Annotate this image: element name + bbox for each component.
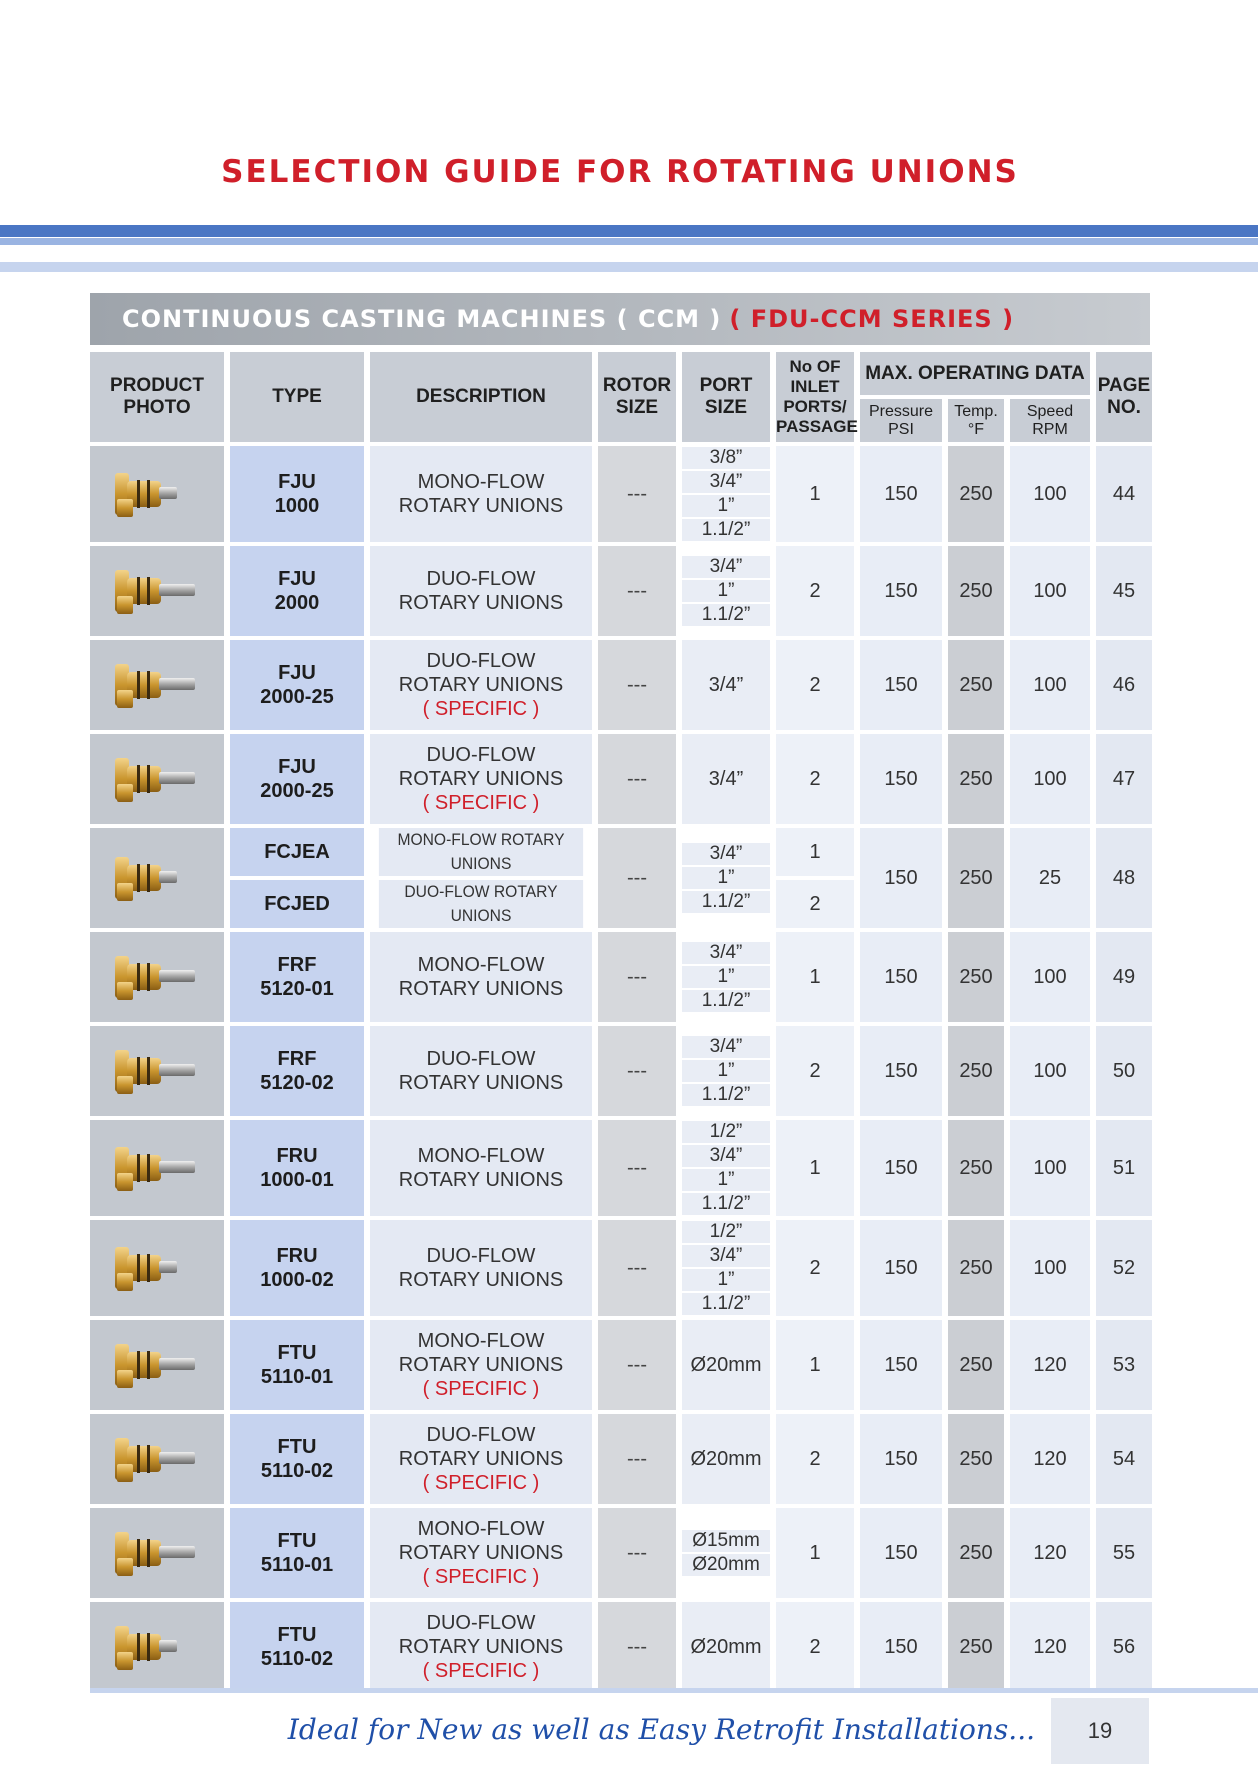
speed-cell: 100 <box>1010 1026 1090 1116</box>
header-text: PHOTO <box>123 397 191 418</box>
page-number-cell: 44 <box>1096 446 1152 542</box>
port-size-cell: Ø20mm <box>682 1414 770 1504</box>
specific-label: ( SPECIFIC ) <box>422 1660 540 1682</box>
header-text: PASSAGE <box>776 417 858 436</box>
port-size-value: 3/4” <box>682 1145 770 1167</box>
header-band-mid <box>0 238 1258 245</box>
page-number-cell: 56 <box>1096 1602 1152 1692</box>
port-size-list <box>682 1220 770 1316</box>
port-size-value: 1” <box>682 1060 770 1082</box>
description-kind: ROTARY UNIONS <box>398 1448 564 1470</box>
type-model: 5120-02 <box>260 1072 334 1094</box>
product-photo <box>90 1414 224 1504</box>
description-flow: DUO-FLOW <box>426 1245 536 1267</box>
product-photo <box>90 1120 224 1216</box>
type-model: 5110-02 <box>260 1460 334 1482</box>
temp-cell: 250 <box>948 546 1004 636</box>
rotor-size-cell: --- <box>598 446 676 542</box>
product-photo <box>90 1026 224 1116</box>
pressure-cell: 150 <box>860 1026 942 1116</box>
table-row <box>90 1414 1152 1504</box>
pressure-cell: 150 <box>860 932 942 1022</box>
inlet-ports-cell: 1 <box>776 828 854 876</box>
header-text: °F <box>967 420 985 438</box>
port-size-value: 1/2” <box>682 1121 770 1143</box>
description-cell <box>370 734 592 824</box>
type-cell <box>230 446 364 542</box>
description-cell <box>379 880 583 928</box>
inlet-ports-cell: 1 <box>776 446 854 542</box>
header-text: PORTS/ <box>783 397 847 416</box>
type-cell <box>230 546 364 636</box>
port-size-value: 3/4” <box>682 556 770 578</box>
port-size-list <box>682 1529 770 1577</box>
type-model: 5120-01 <box>260 978 334 1000</box>
port-size-value: 3/4” <box>682 1036 770 1058</box>
rotor-size-cell: --- <box>598 1414 676 1504</box>
header-speed <box>1010 399 1090 442</box>
header-text: Temp. <box>954 402 998 420</box>
rotor-size-cell: --- <box>598 932 676 1022</box>
type-cell <box>230 828 364 876</box>
description-text: DUO-FLOW ROTARY UNIONS <box>404 882 558 925</box>
table-row <box>90 1120 1152 1216</box>
port-size-value: 1” <box>682 966 770 988</box>
rotary-union-photo-icon <box>103 556 211 626</box>
specific-label: ( SPECIFIC ) <box>422 1566 540 1588</box>
type-series: FRU <box>276 1145 318 1167</box>
rotary-union-photo-icon <box>103 1133 211 1203</box>
description-kind: ROTARY UNIONS <box>398 1169 564 1191</box>
header-band-light <box>0 262 1258 272</box>
product-photo <box>90 828 224 928</box>
port-size-value: 1.1/2” <box>682 990 770 1012</box>
header-temp <box>948 399 1004 442</box>
table-row <box>90 1508 1152 1598</box>
pressure-cell: 150 <box>860 640 942 730</box>
header-pressure <box>860 399 942 442</box>
pressure-cell: 150 <box>860 734 942 824</box>
type-series: FRF <box>277 1048 317 1070</box>
type-cell <box>230 880 364 928</box>
description-flow: MONO-FLOW <box>417 1330 545 1352</box>
rotor-size-cell: --- <box>598 1602 676 1692</box>
port-size-value: 1” <box>682 1269 770 1291</box>
header-type: TYPE <box>230 352 364 442</box>
rotor-size-cell: --- <box>598 1120 676 1216</box>
rotary-union-photo-icon <box>103 650 211 720</box>
rotary-union-photo-icon <box>103 942 211 1012</box>
description-flow: MONO-FLOW <box>417 954 545 976</box>
header-text: SIZE <box>615 397 659 418</box>
port-size-value: 3/4” <box>682 942 770 964</box>
inlet-ports-cell: 2 <box>776 1220 854 1316</box>
temp-cell: 250 <box>948 932 1004 1022</box>
rotor-size-cell: --- <box>598 546 676 636</box>
product-photo <box>90 734 224 824</box>
table-row <box>90 546 1152 636</box>
speed-cell: 120 <box>1010 1414 1090 1504</box>
description-cell <box>370 640 592 730</box>
type-model: 1000-01 <box>260 1169 334 1191</box>
rotor-size-cell: --- <box>598 1320 676 1410</box>
temp-cell: 250 <box>948 1120 1004 1216</box>
inlet-ports-cell: 2 <box>776 1602 854 1692</box>
type-series: FRF <box>277 954 317 976</box>
port-size-cell <box>682 1120 770 1216</box>
header-max-operating-data: MAX. OPERATING DATA <box>860 352 1090 395</box>
page-number-cell: 49 <box>1096 932 1152 1022</box>
type-model: 2000-25 <box>260 686 334 708</box>
inlet-ports-cell: 1 <box>776 932 854 1022</box>
port-size-list <box>682 842 770 914</box>
port-size-value: 3/8” <box>682 447 770 469</box>
header-inlet-ports <box>776 352 858 442</box>
description-cell <box>370 1120 592 1216</box>
header-port-size <box>682 352 770 442</box>
port-size-value: 1” <box>682 867 770 889</box>
header-text: PAGE <box>1097 375 1151 396</box>
port-size-value: Ø20mm <box>682 1554 770 1576</box>
type-series: FJU <box>278 662 316 684</box>
description-kind: ROTARY UNIONS <box>398 768 564 790</box>
pressure-cell: 150 <box>860 1414 942 1504</box>
page-number-cell: 51 <box>1096 1120 1152 1216</box>
port-size-value: 1.1/2” <box>682 1293 770 1315</box>
description-flow: DUO-FLOW <box>426 568 536 590</box>
product-photo <box>90 1508 224 1598</box>
inlet-ports-cell: 2 <box>776 546 854 636</box>
type-model: 1000-02 <box>260 1269 334 1291</box>
type-model: 2000 <box>274 592 320 614</box>
header-text: RPM <box>1032 420 1068 438</box>
type-cell <box>230 1120 364 1216</box>
description-cell <box>370 1508 592 1598</box>
port-size-cell <box>682 1508 770 1598</box>
page-number-cell: 45 <box>1096 546 1152 636</box>
pressure-cell: 150 <box>860 1508 942 1598</box>
speed-cell: 120 <box>1010 1320 1090 1410</box>
temp-cell: 250 <box>948 640 1004 730</box>
page-number-cell: 52 <box>1096 1220 1152 1316</box>
temp-cell: 250 <box>948 734 1004 824</box>
rotary-union-photo-icon <box>103 1518 211 1588</box>
port-size-value: 1.1/2” <box>682 519 770 541</box>
rotary-union-photo-icon <box>103 1233 211 1303</box>
port-size-cell <box>682 1026 770 1116</box>
port-size-value: 1.1/2” <box>682 891 770 913</box>
speed-cell: 120 <box>1010 1602 1090 1692</box>
description-kind: ROTARY UNIONS <box>398 1542 564 1564</box>
port-size-cell <box>682 828 770 928</box>
type-series: FTU <box>277 1342 317 1364</box>
table-row <box>90 828 1152 876</box>
header-band-dark <box>0 225 1258 237</box>
pressure-cell: 150 <box>860 1120 942 1216</box>
description-flow: MONO-FLOW <box>417 1518 545 1540</box>
port-size-value: 1/2” <box>682 1221 770 1243</box>
page-number-cell: 48 <box>1096 828 1152 928</box>
product-photo <box>90 446 224 542</box>
temp-cell: 250 <box>948 1602 1004 1692</box>
speed-cell: 100 <box>1010 932 1090 1022</box>
inlet-ports-cell: 2 <box>776 1414 854 1504</box>
rotary-union-photo-icon <box>103 744 211 814</box>
description-kind: ROTARY UNIONS <box>398 495 564 517</box>
rotor-size-cell: --- <box>598 1508 676 1598</box>
header-text: INLET <box>790 377 840 396</box>
pressure-cell: 150 <box>860 828 942 928</box>
table-body <box>90 446 1152 1692</box>
port-size-value: 1” <box>682 580 770 602</box>
page-number-cell: 53 <box>1096 1320 1152 1410</box>
description-flow: DUO-FLOW <box>426 1612 536 1634</box>
table-row <box>90 1320 1152 1410</box>
type-cell <box>230 1026 364 1116</box>
product-photo <box>90 932 224 1022</box>
inlet-ports-cell: 1 <box>776 1508 854 1598</box>
port-size-cell <box>682 446 770 542</box>
description-kind: ROTARY UNIONS <box>398 1269 564 1291</box>
inlet-ports-cell: 2 <box>776 640 854 730</box>
port-size-value: 3/4” <box>682 843 770 865</box>
rotary-union-photo-icon <box>103 1036 211 1106</box>
pressure-cell: 150 <box>860 546 942 636</box>
header-text: Speed <box>1026 402 1074 420</box>
type-series: FTU <box>277 1624 317 1646</box>
description-cell <box>370 546 592 636</box>
product-photo <box>90 640 224 730</box>
speed-cell: 100 <box>1010 546 1090 636</box>
product-photo <box>90 1220 224 1316</box>
pressure-cell: 150 <box>860 1220 942 1316</box>
selection-table <box>84 348 1158 1696</box>
header-text: NO. <box>1107 397 1141 418</box>
pressure-cell: 150 <box>860 1320 942 1410</box>
description-kind: ROTARY UNIONS <box>398 978 564 1000</box>
table-row <box>90 734 1152 824</box>
rotary-union-photo-icon <box>103 843 211 913</box>
inlet-ports-cell: 1 <box>776 1120 854 1216</box>
header-rotor-size <box>598 352 676 442</box>
type-model: 2000-25 <box>260 780 334 802</box>
rotary-union-photo-icon <box>103 1424 211 1494</box>
type-series: FJU <box>278 471 316 493</box>
type-code: FCJED <box>264 893 330 915</box>
page-number-cell: 47 <box>1096 734 1152 824</box>
port-size-cell <box>682 1220 770 1316</box>
temp-cell: 250 <box>948 1220 1004 1316</box>
table-row <box>90 446 1152 542</box>
inlet-ports-cell: 1 <box>776 1320 854 1410</box>
inlet-ports-cell: 2 <box>776 734 854 824</box>
type-series: FTU <box>277 1530 317 1552</box>
description-flow: DUO-FLOW <box>426 1424 536 1446</box>
page-title: SELECTION GUIDE FOR ROTATING UNIONS <box>221 154 1019 190</box>
product-photo <box>90 546 224 636</box>
type-cell <box>230 1602 364 1692</box>
rotary-union-photo-icon <box>103 1330 211 1400</box>
inlet-ports-cell: 2 <box>776 880 854 928</box>
rotary-union-photo-icon <box>103 459 211 529</box>
port-size-list <box>682 1120 770 1216</box>
type-series: FTU <box>277 1436 317 1458</box>
description-flow: DUO-FLOW <box>426 1048 536 1070</box>
type-model: 5110-02 <box>260 1648 334 1670</box>
port-size-cell: 3/4” <box>682 734 770 824</box>
type-model: 5110-01 <box>260 1554 334 1576</box>
header-text: PORT <box>699 375 753 396</box>
type-model: 5110-01 <box>260 1366 334 1388</box>
description-flow: MONO-FLOW <box>417 471 545 493</box>
type-cell <box>230 932 364 1022</box>
specific-label: ( SPECIFIC ) <box>422 1472 540 1494</box>
specific-label: ( SPECIFIC ) <box>422 698 540 720</box>
description-flow: DUO-FLOW <box>426 650 536 672</box>
description-flow: DUO-FLOW <box>426 744 536 766</box>
description-cell <box>370 446 592 542</box>
port-size-cell: Ø20mm <box>682 1320 770 1410</box>
header-page-no <box>1096 352 1152 442</box>
pressure-cell: 150 <box>860 1602 942 1692</box>
specific-label: ( SPECIFIC ) <box>422 1378 540 1400</box>
port-size-value: 1.1/2” <box>682 1084 770 1106</box>
header-text: PSI <box>888 420 914 438</box>
page-number-cell: 46 <box>1096 640 1152 730</box>
port-size-list <box>682 555 770 627</box>
description-kind: ROTARY UNIONS <box>398 1636 564 1658</box>
header-text: SIZE <box>704 397 748 418</box>
rotor-size-cell: --- <box>598 828 676 928</box>
description-kind: ROTARY UNIONS <box>398 1072 564 1094</box>
rotor-size-cell: --- <box>598 1220 676 1316</box>
port-size-list <box>682 1035 770 1107</box>
speed-cell: 100 <box>1010 446 1090 542</box>
page-number: 19 <box>1051 1698 1149 1764</box>
product-photo <box>90 1602 224 1692</box>
section-bar <box>90 293 1150 345</box>
specific-label: ( SPECIFIC ) <box>422 792 540 814</box>
speed-cell: 100 <box>1010 734 1090 824</box>
product-photo <box>90 1320 224 1410</box>
port-size-list <box>682 446 770 542</box>
temp-cell: 250 <box>948 1414 1004 1504</box>
table-row <box>90 640 1152 730</box>
type-cell <box>230 1508 364 1598</box>
type-series: FJU <box>278 756 316 778</box>
speed-cell: 100 <box>1010 1220 1090 1316</box>
description-cell <box>370 1026 592 1116</box>
type-cell <box>230 640 364 730</box>
speed-cell: 25 <box>1010 828 1090 928</box>
port-size-value: 1.1/2” <box>682 1193 770 1215</box>
temp-cell: 250 <box>948 1508 1004 1598</box>
rotary-union-photo-icon <box>103 1612 211 1682</box>
table-row <box>90 1026 1152 1116</box>
port-size-value: 1” <box>682 495 770 517</box>
port-size-cell <box>682 932 770 1022</box>
description-cell <box>370 1414 592 1504</box>
description-flow: MONO-FLOW <box>417 1145 545 1167</box>
section-series: ( FDU-CCM SERIES ) <box>729 305 1015 333</box>
header-text: Pressure <box>868 402 934 420</box>
header-text: No OF <box>789 357 841 376</box>
temp-cell: 250 <box>948 446 1004 542</box>
page-number-cell: 50 <box>1096 1026 1152 1116</box>
rotor-size-cell: --- <box>598 734 676 824</box>
type-cell <box>230 734 364 824</box>
header-description: DESCRIPTION <box>370 352 592 442</box>
type-code: FCJEA <box>264 841 330 863</box>
speed-cell: 100 <box>1010 640 1090 730</box>
table-row <box>90 1220 1152 1316</box>
port-size-list <box>682 941 770 1013</box>
temp-cell: 250 <box>948 828 1004 928</box>
temp-cell: 250 <box>948 1026 1004 1116</box>
description-kind: ROTARY UNIONS <box>398 1354 564 1376</box>
port-size-cell: 3/4” <box>682 640 770 730</box>
description-cell <box>370 932 592 1022</box>
footer-tagline: Ideal for New as well as Easy Retrofit Installations... <box>287 1713 1035 1746</box>
header-product-photo <box>90 352 224 442</box>
type-series: FJU <box>278 568 316 590</box>
type-cell <box>230 1220 364 1316</box>
type-model: 1000 <box>274 495 320 517</box>
port-size-value: 1.1/2” <box>682 604 770 626</box>
description-cell <box>370 1320 592 1410</box>
inlet-ports-cell: 2 <box>776 1026 854 1116</box>
port-size-value: Ø15mm <box>682 1530 770 1552</box>
temp-cell: 250 <box>948 1320 1004 1410</box>
type-cell <box>230 1320 364 1410</box>
description-kind: ROTARY UNIONS <box>398 674 564 696</box>
description-text: MONO-FLOW ROTARY UNIONS <box>397 830 565 873</box>
port-size-value: 3/4” <box>682 1245 770 1267</box>
port-size-cell: Ø20mm <box>682 1602 770 1692</box>
table-row <box>90 1602 1152 1692</box>
speed-cell: 100 <box>1010 1120 1090 1216</box>
port-size-value: 1” <box>682 1169 770 1191</box>
description-cell <box>370 1220 592 1316</box>
description-kind: ROTARY UNIONS <box>398 592 564 614</box>
type-series: FRU <box>276 1245 318 1267</box>
footer-rule <box>90 1688 1258 1693</box>
type-cell <box>230 1414 364 1504</box>
description-cell <box>379 828 583 876</box>
port-size-cell <box>682 546 770 636</box>
rotor-size-cell: --- <box>598 640 676 730</box>
table-row <box>90 932 1152 1022</box>
description-cell <box>370 1602 592 1692</box>
rotor-size-cell: --- <box>598 1026 676 1116</box>
header-text: ROTOR <box>602 375 672 396</box>
pressure-cell: 150 <box>860 446 942 542</box>
header-text: PRODUCT <box>110 375 204 396</box>
speed-cell: 120 <box>1010 1508 1090 1598</box>
page-number-cell: 54 <box>1096 1414 1152 1504</box>
section-title-wrap <box>122 305 1014 333</box>
port-size-value: 3/4” <box>682 471 770 493</box>
section-title: CONTINUOUS CASTING MACHINES ( CCM ) <box>122 305 722 333</box>
page-number-cell: 55 <box>1096 1508 1152 1598</box>
